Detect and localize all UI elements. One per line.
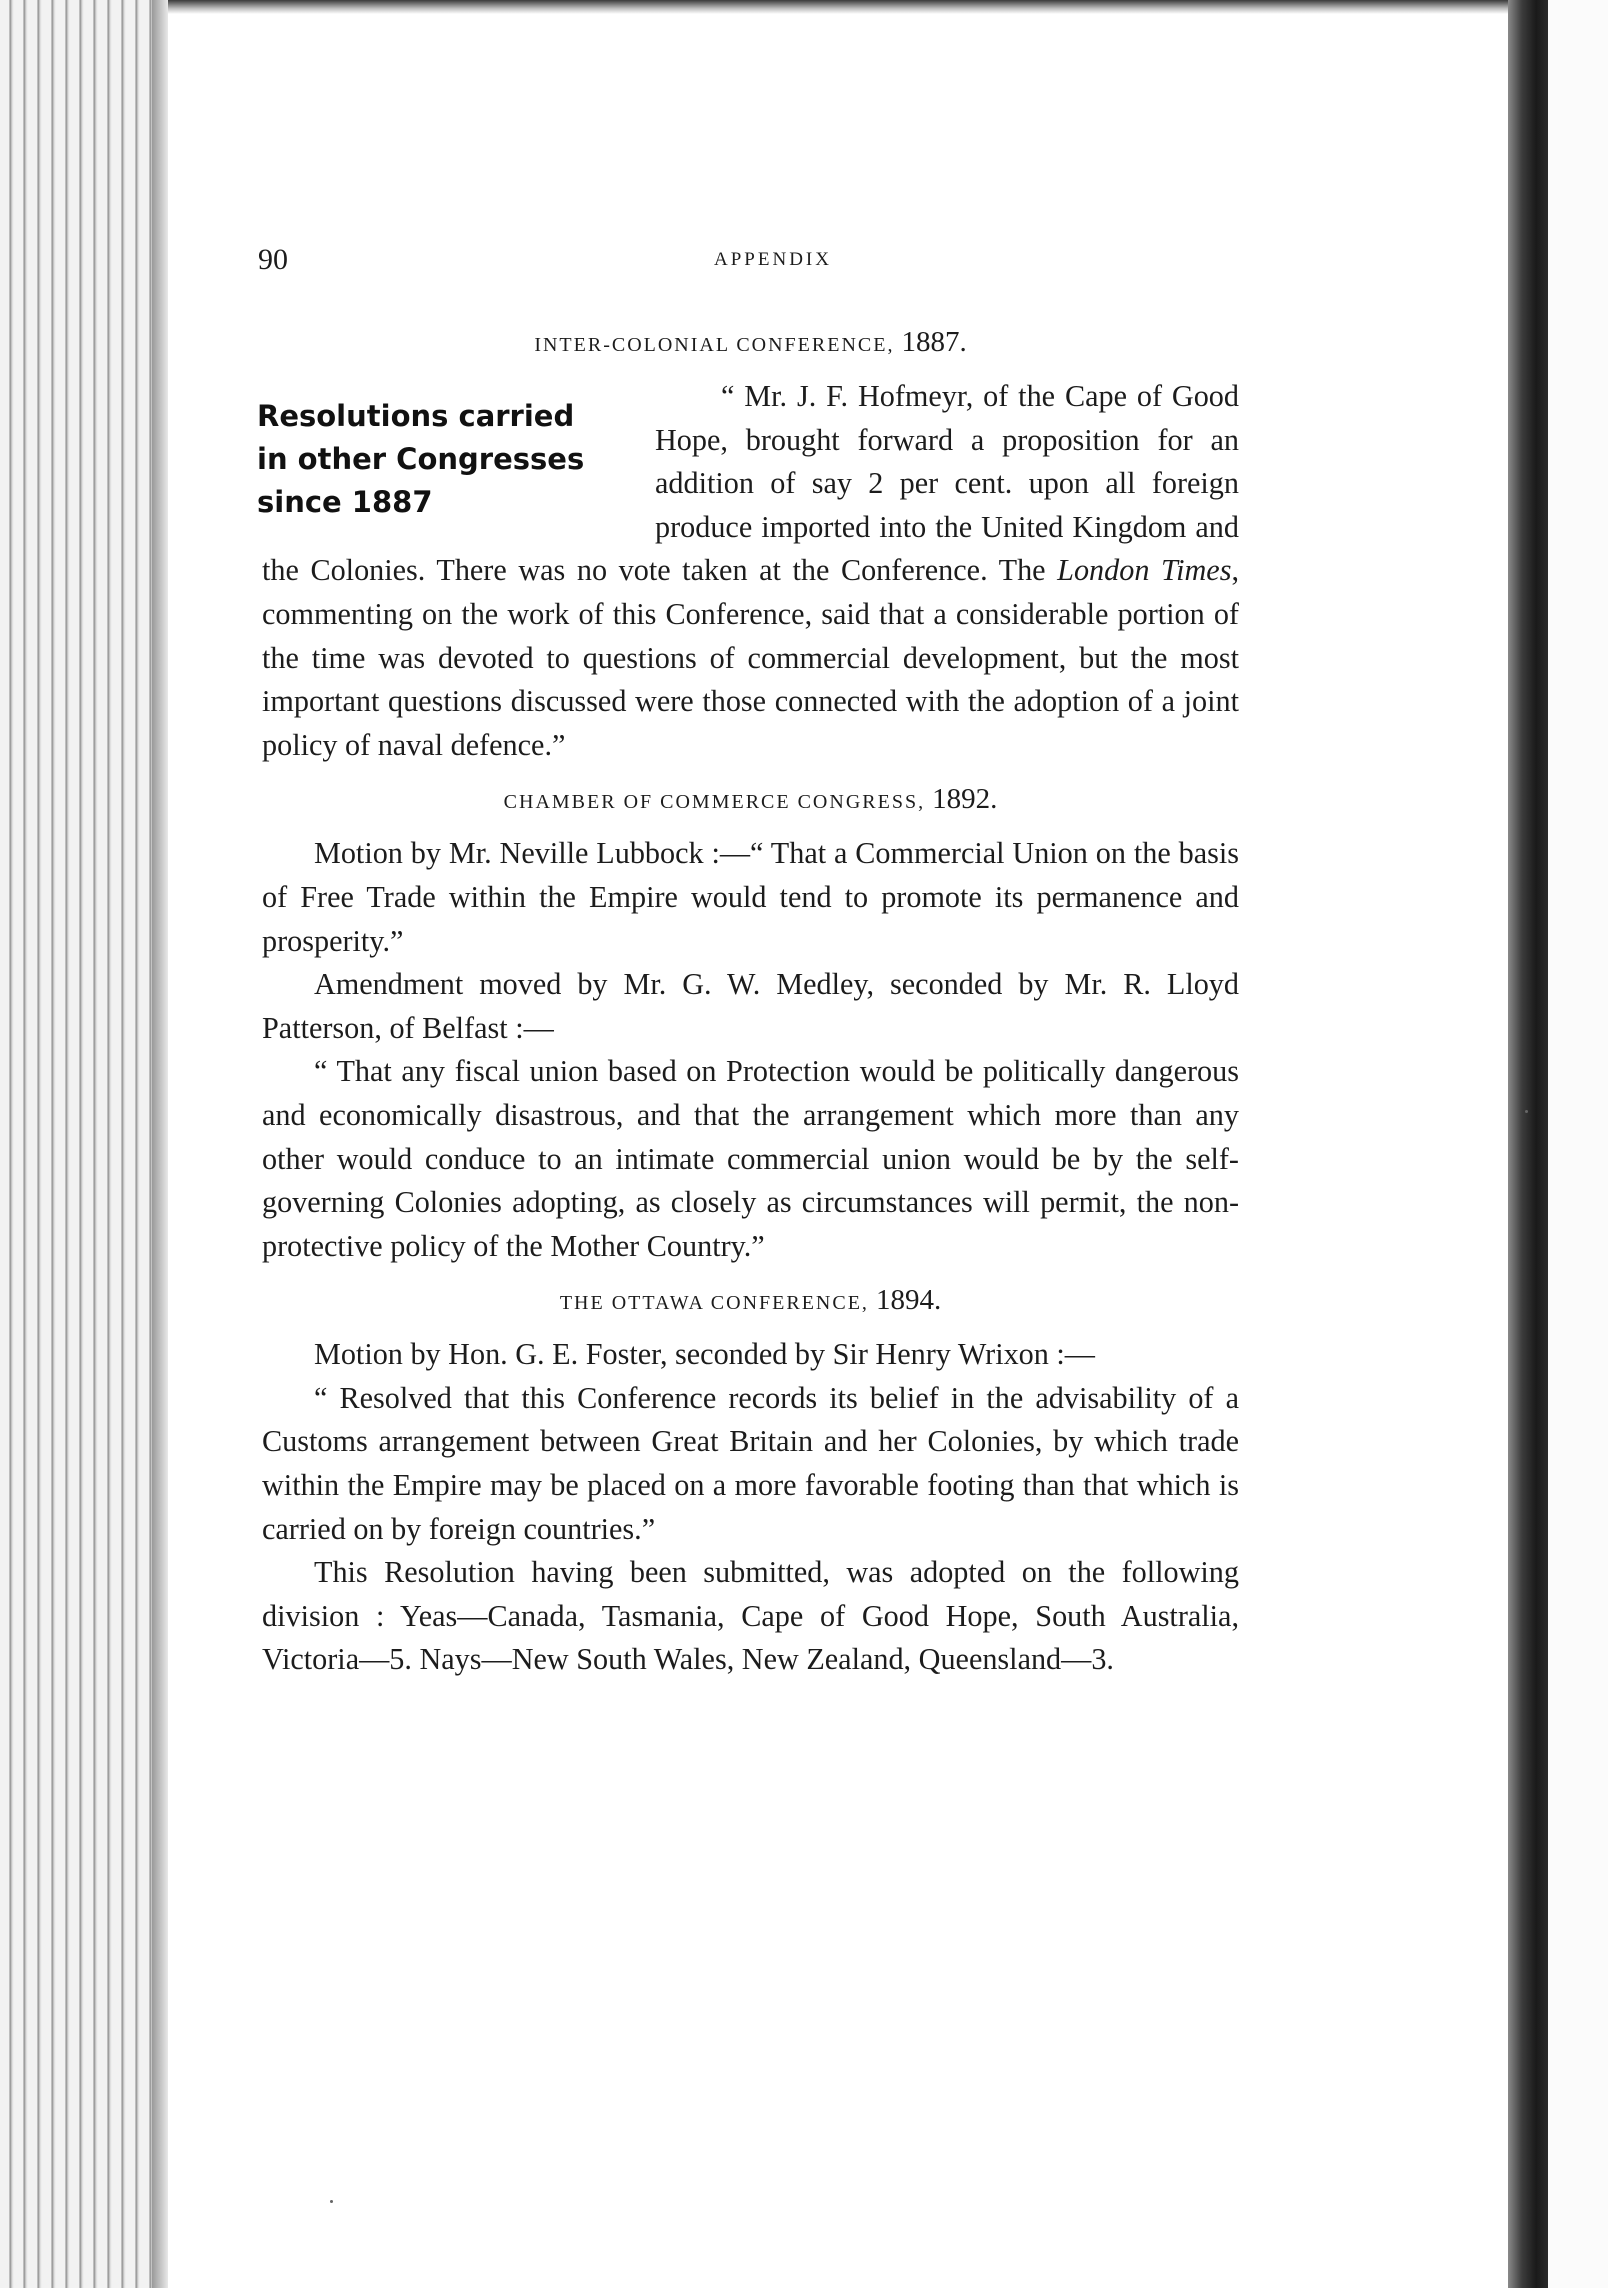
paragraph: This Resolution having been submitted, was adopted on the following division : Yeas—Canada, Tasmania, Cape of Good Hope, South Australia, Victoria—5. Nays—New South Wales, New Zealand, Queensland—3. bbox=[262, 1555, 1239, 1677]
paragraph: “ That any fiscal union based on Protection would be politically dangerous and economically disastrous, and that the arrangement which more than any other would conduce to an intimate commercial union would be by the self-governing Colonies adopting, as closely as circumstances will permit, the non-protective policy of the Mother Country.” bbox=[262, 1054, 1239, 1263]
section-heading-year: 1894. bbox=[875, 1284, 942, 1317]
section-heading-1894 bbox=[262, 1278, 1239, 1325]
section-heading-1887 bbox=[262, 320, 1239, 367]
section-heading-year: 1887. bbox=[901, 326, 967, 358]
paragraph-text: “ Mr. J. F. Hofmeyr, of the Cape of Good Hope, brought forward a proposition for an addition of say 2 per cent. upon all foreign produce imported into the United Kingdom and the Colonies. There was no vote taken at the Conference. The bbox=[262, 379, 1239, 588]
margin-note-line: since 1887 bbox=[257, 485, 433, 519]
dust-speck bbox=[330, 2200, 333, 2203]
facing-page-edge bbox=[1548, 0, 1608, 2288]
paragraph-text: , commenting on the work of this Conference, said that a considerable portion of the time was devoted to questions of commercial development, but the most important questions discussed were those connected with the adoption of a joint policy of naval defence.” bbox=[262, 553, 1239, 762]
section-heading-title: THE OTTAWA CONFERENCE, bbox=[559, 1292, 869, 1315]
margin-note-line: Resolutions carried bbox=[257, 399, 575, 433]
margin-note-line: in other Congresses bbox=[257, 442, 585, 476]
newspaper-title: London Times bbox=[1057, 553, 1232, 588]
dust-speck bbox=[1525, 1110, 1528, 1113]
paragraph: Amendment moved by Mr. G. W. Medley, seconded by Mr. R. Lloyd Patterson, of Belfast :— bbox=[262, 967, 1239, 1045]
paragraph: “ Resolved that this Conference records its belief in the advisability of a Customs arrangement between Great Britain and her Colonies, by which trade within the Empire may be placed on a more favorable footing than that which is carried on by foreign countries.” bbox=[262, 1380, 1239, 1546]
section-heading-title: INTER-COLONIAL CONFERENCE, bbox=[534, 334, 895, 356]
paragraph: Motion by Hon. G. E. Foster, seconded by Sir Henry Wrixon :— bbox=[314, 1337, 1095, 1372]
margin-note bbox=[257, 395, 637, 524]
running-head: APPENDIX bbox=[714, 249, 832, 270]
book-gutter bbox=[1508, 0, 1548, 2288]
section-heading-title: CHAMBER OF COMMERCE CONGRESS, bbox=[503, 791, 926, 814]
book-top-edge bbox=[0, 0, 1530, 14]
page-header bbox=[258, 243, 1408, 283]
book-page-edges bbox=[0, 0, 168, 2288]
paragraph: Motion by Mr. Neville Lubbock :—“ That a Commercial Union on the basis of Free Trade within the Empire would tend to promote its permanence and prosperity.” bbox=[262, 836, 1239, 958]
page-body bbox=[257, 320, 1239, 1682]
section-heading-1892 bbox=[262, 777, 1239, 824]
page-number: 90 bbox=[258, 243, 288, 276]
section-heading-year: 1892. bbox=[932, 783, 998, 816]
